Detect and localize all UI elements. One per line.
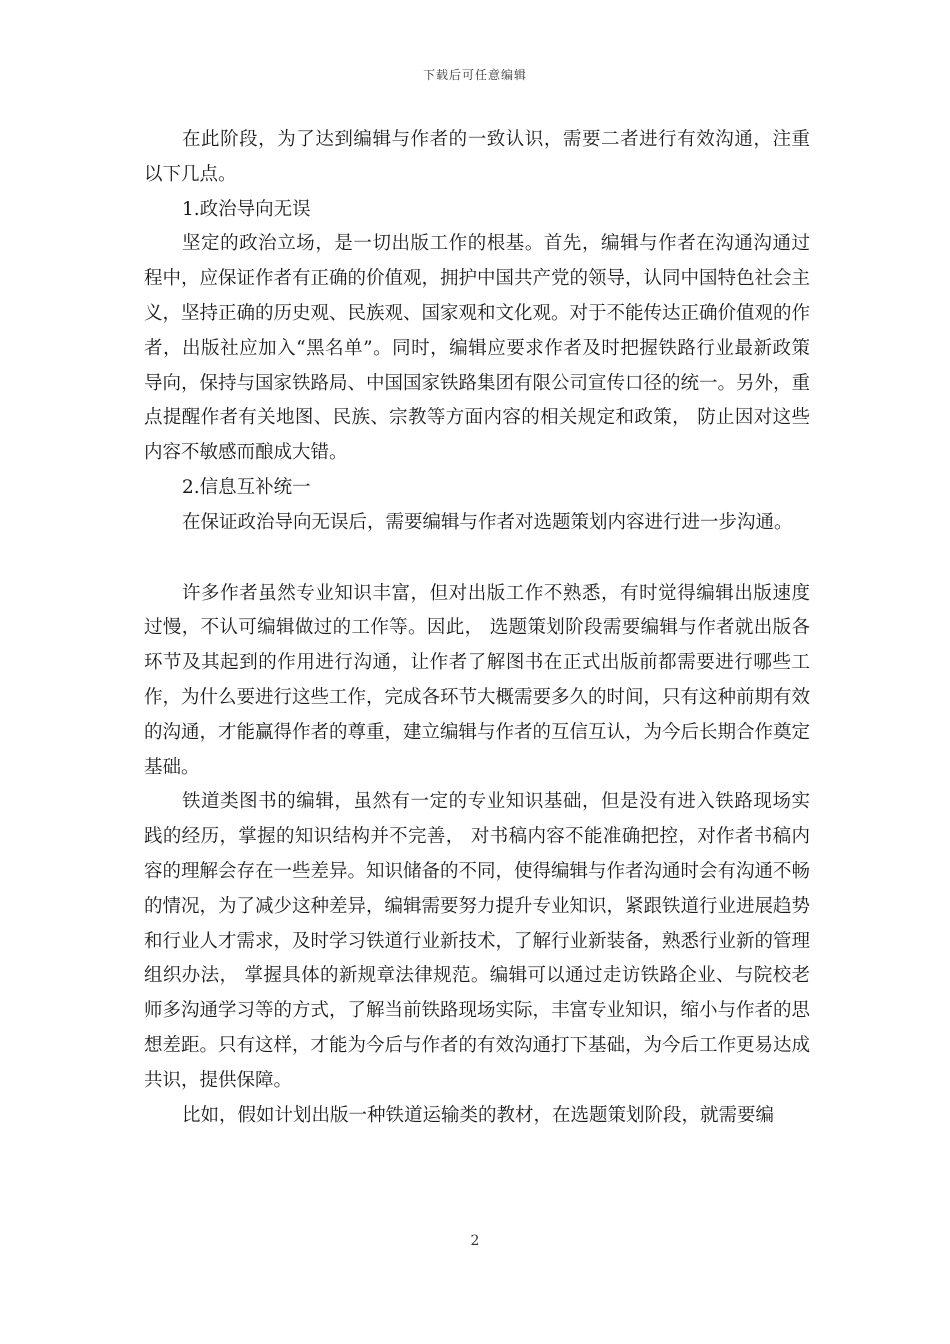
paragraph-spacer bbox=[144, 541, 810, 577]
document-body bbox=[144, 123, 810, 1133]
paragraph-editor-knowledge: 铁道类图书的编辑，虽然有一定的专业知识基础，但是没有进入铁路现场实践的经历，掌握的知识结构并不完善， 对书稿内容不能准确把控，对作者书稿内容的理解会存在一些差异。知识储备的不同，使得编辑与作者沟通时会有沟通不畅的情况，为了减少这种差异，编辑需要努力提升专业知识，紧跟铁道行业进展趋势和行业人才需求，及时学习铁道行业新技术，了解行业新装备，熟悉行业新的管理组织办法， 掌握具体的新规章法律规范。编辑可以通过走访铁路企业、与院校老师多沟通学习等的方式，了解当前铁路现场实际，丰富专业知识，缩小与作者的思想差距。只有这样，才能为今后与作者的有效沟通打下基础，为今后工作更易达成共识，提供保障。 bbox=[144, 791, 811, 1091]
section-heading-information-complement: 2.信息互补统一 bbox=[182, 476, 311, 498]
section-heading-political-orientation: 1.政治导向无误 bbox=[182, 198, 311, 220]
paragraph-political-stance: 坚定的政治立场，是一切出版工作的根基。首先，编辑与作者在沟通沟通过程中，应保证作者有正确的价值观，拥护中国共产党的领导，认同中国特色社会主义，坚持正确的历史观、民族观、国家观和文化观。对于不能传达正确价值观的作者，出版社应加入“黑名单”。同时，编辑应要求作者及时把握铁路行业最新政策导向，保持与国家铁路局、中国国家铁路集团有限公司宣传口径的统一。另外，重点提醒作者有关地图、民族、宗教等方面内容的相关规定和政策， 防止因对这些内容不敏感而酿成大错。 bbox=[144, 233, 811, 464]
paragraph-further-communication: 在保证政治导向无误后，需要编辑与作者对选题策划内容进行进一步沟通。 bbox=[182, 511, 793, 533]
paragraph-author-familiarity: 许多作者虽然专业知识丰富，但对出版工作不熟悉，有时觉得编辑出版速度过慢，不认可编辑做过的工作等。因此， 选题策划阶段需要编辑与作者就出版各环节及其起到的作用进行沟通，让作者了解图书在正式出版前都需要进行哪些工作，为什么要进行这些工作，完成各环节大概需要多久的时间，只有这种前期有效的沟通，才能赢得作者的尊重，建立编辑与作者的互信互认，为今后长期合作奠定基础。 bbox=[144, 582, 811, 778]
page-header: 下载后可任意编辑 bbox=[422, 68, 527, 82]
page-number: 2 bbox=[470, 1233, 480, 1249]
paragraph-intro: 在此阶段，为了达到编辑与作者的一致认识，需要二者进行有效沟通，注重以下几点。 bbox=[144, 129, 810, 185]
paragraph-example: 比如，假如计划出版一种铁道运输类的教材，在选题策划阶段，就需要编 bbox=[182, 1104, 775, 1126]
